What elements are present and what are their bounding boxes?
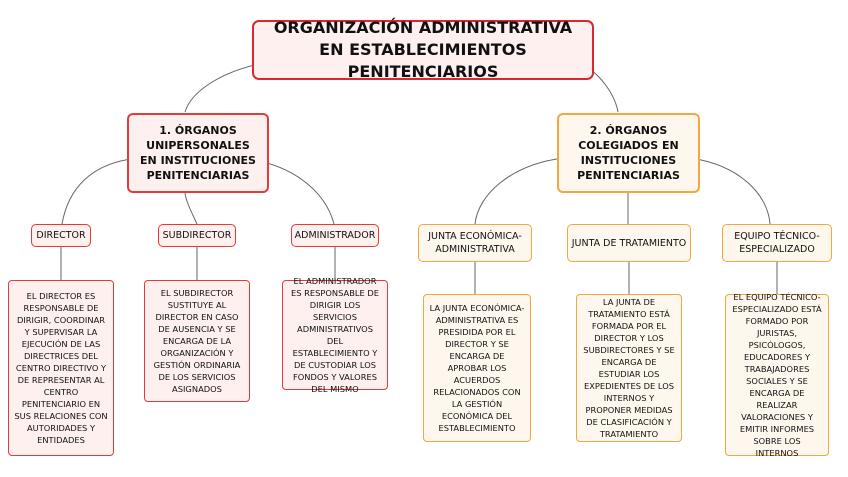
- category-label: 2. ÓRGANOS COLEGIADOS EN INSTITUCIONES PENITENCIARIAS: [577, 124, 680, 182]
- category-organos-unipersonales: [127, 113, 269, 193]
- description-junta-economica-administrativa: [423, 294, 531, 442]
- node-label: SUBDIRECTOR: [162, 230, 232, 241]
- diagram-title: [252, 20, 594, 80]
- description-director: [8, 280, 114, 456]
- node-junta-de-tratamiento: [567, 224, 691, 262]
- category-organos-colegiados: [557, 113, 700, 193]
- description-equipo-tecnico-especializado: [725, 294, 829, 456]
- description-administrador: [282, 276, 388, 394]
- node-administrador: [291, 224, 379, 247]
- node-equipo-tecnico-especializado: [722, 224, 832, 262]
- description-text: EL EQUIPO TÉCNICO-ESPECIALIZADO ESTÁ FORMADO POR JURISTAS, PSICÓLOGOS, EDUCADORES Y TRABAJADORES SOCIALES Y SE ENCARGA DE REALIZAR VALORACIONES Y EMITIR INFORMES SOBRE LOS INTERNOS: [732, 292, 822, 458]
- node-label: ADMINISTRADOR: [294, 230, 376, 241]
- description-text: EL ADMINISTRADOR ES RESPONSABLE DE DIRIGIR LOS SERVICIOS ADMINISTRATIVOS DEL ESTABLECIMIENTO Y DE CUSTODIAR LOS FONDOS Y VALORES DEL MISMO: [290, 276, 380, 394]
- node-label: JUNTA DE TRATAMIENTO: [571, 237, 687, 249]
- description-text: LA JUNTA ECONÓMICA-ADMINISTRATIVA ES PRESIDIDA POR EL DIRECTOR Y SE ENCARGA DE APROBAR LOS ACUERDOS RELACIONADOS CON LA GESTIÓN ECONÓMICA DEL ESTABLECIMIENTO: [429, 303, 525, 433]
- node-junta-economica-administrativa: [418, 224, 532, 262]
- category-label: 1. ÓRGANOS UNIPERSONALES EN INSTITUCIONES PENITENCIARIAS: [140, 124, 256, 182]
- description-text: LA JUNTA DE TRATAMIENTO ESTÁ FORMADA POR EL DIRECTOR Y LOS SUBDIRECTORES Y SE ENCARGA DE ESTUDIAR LOS EXPEDIENTES DE LOS INTERNOS Y PROPONER MEDIDAS DE CLASIFICACIÓN Y TRATAMIENTO: [583, 297, 675, 439]
- description-text: EL DIRECTOR ES RESPONSABLE DE DIRIGIR, COORDINAR Y SUPERVISAR LA EJECUCIÓN DE LAS DIRECTRICES DEL CENTRO DIRECTIVO Y DE REPRESENTAR AL CENTRO PENITENCIARIO EN SUS RELACIONES CON AUTORIDADES Y ENTIDADES: [14, 291, 108, 445]
- node-label: EQUIPO TÉCNICO-ESPECIALIZADO: [734, 231, 820, 255]
- description-subdirector: [144, 280, 250, 402]
- node-subdirector: [158, 224, 236, 247]
- diagram-title-text: ORGANIZACIÓN ADMINISTRATIVA EN ESTABLECIMIENTOS PENITENCIARIOS: [273, 18, 573, 81]
- description-text: EL SUBDIRECTOR SUSTITUYE AL DIRECTOR EN CASO DE AUSENCIA Y SE ENCARGA DE LA ORGANIZACIÓN Y GESTIÓN ORDINARIA DE LOS SERVICIOS ASIGNADOS: [153, 288, 241, 394]
- node-director: [31, 224, 91, 247]
- node-label: DIRECTOR: [36, 230, 86, 241]
- node-label: JUNTA ECONÓMICA-ADMINISTRATIVA: [428, 231, 522, 255]
- description-junta-de-tratamiento: [576, 294, 682, 442]
